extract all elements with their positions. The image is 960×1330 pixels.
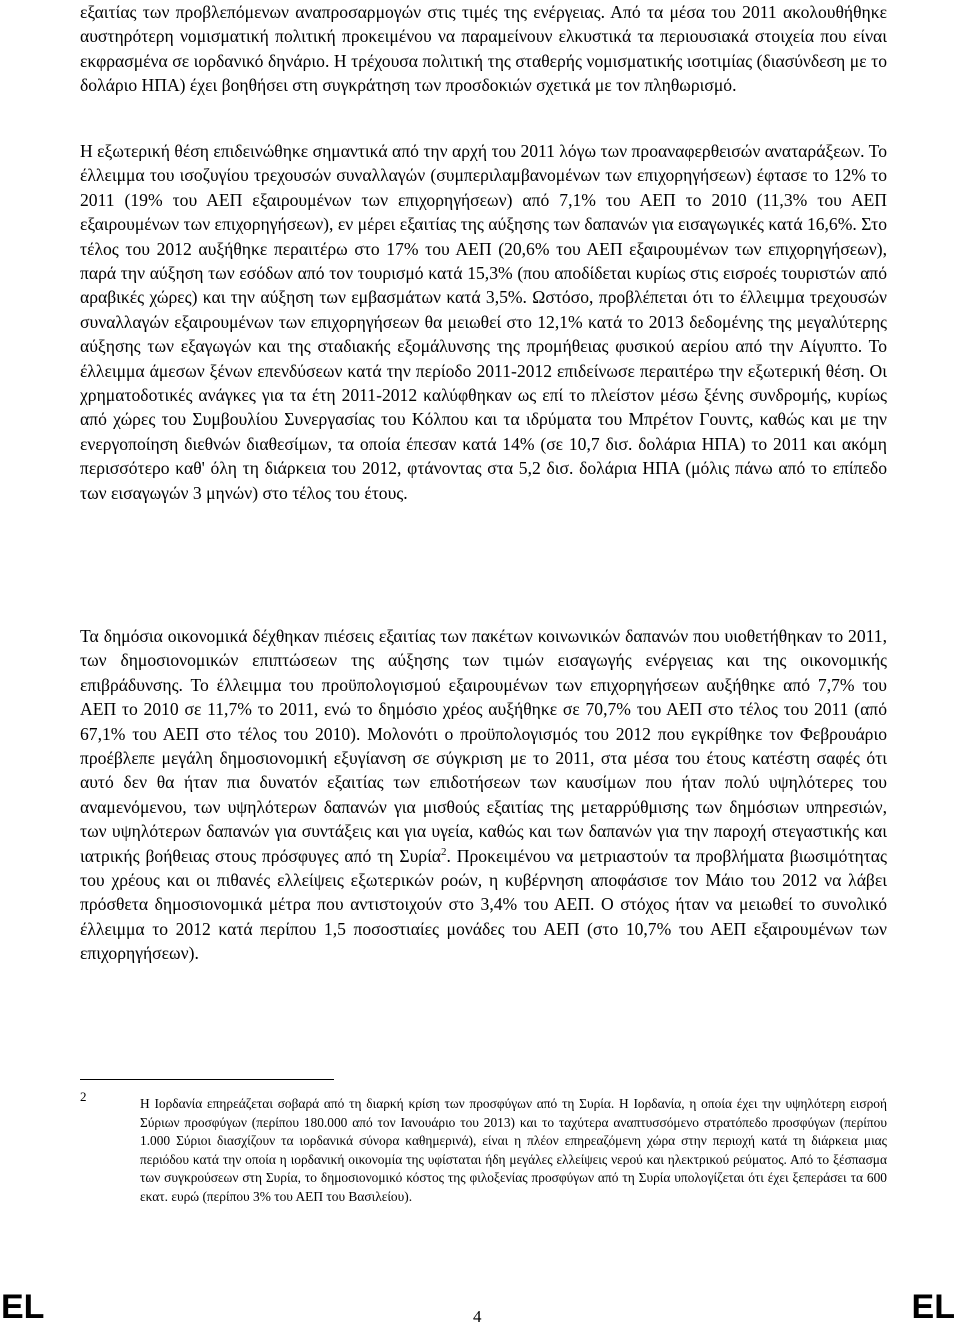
footnote-marker: 2 <box>80 1089 87 1104</box>
paragraph-monetary-policy: εξαιτίας των προβλεπόμενων αναπροσαρμογών στις τιμές της ενέργειας. Από τα μέσα του 2011 ακολουθήθηκε αυστηρότερη νομισματική πολιτική προκειμένου να παραμείνουν ελκυστικά τα περιουσιακά στοιχεία που είναι εκφρασμένα σε ιορδανικό δηνάριο. Η τρέχουσα πολιτική της σταθερής νομισματικής ισοτιμίας (διασύνδεση με το δολάριο ΗΠΑ) έχει βοηθήσει στη συγκράτηση των προσδοκιών σχετικά με τον πληθωρισμό. <box>80 2 887 96</box>
footer-language-right: EL <box>911 1288 955 1326</box>
footnote-reference[interactable]: 2 <box>441 845 447 858</box>
paragraph-public-finances <box>80 624 887 966</box>
footnote-text: Η Ιορδανία επηρεάζεται σοβαρά από τη διαρκή κρίση των προσφύγων από τη Συρία. Η Ιορδανία, η οποία έχει την υψηλότερη εισροή Σύριων προσφύγων (περίπου 180.000 από τον Ιανουάριο του 2013) και το ταχύτερα αναπτυσσόμενο στρατόπεδο προσφύγων (περίπου 1.000 Σύριοι διασχίζουν τα ιορδανικά σύνορα καθημερινά), είναι η πλέον επηρεαζόμενη χώρα στην περιοχή κατά τη διάρκεια μιας περιόδου κατά την οποία η ιορδανική οικονομία της υφίσταται ήδη μεγάλες ελλείψεις νερού και ηλεκτρικού ρεύματος. Από το ξέσπασμα των συγκρούσεων στη Συρία, το δημοσιονομικό κόστος της φιλοξενίας προσφύγων από τη Συρία υπολογίζεται ότι έχει ξεπεράσει τα 600 εκατ. ευρώ (περίπου 3% του ΑΕΠ του Βασιλείου). <box>140 1096 887 1204</box>
footnote-separator <box>80 1079 334 1080</box>
footer-language-left: EL <box>1 1288 45 1326</box>
public-finances-text-part1: Τα δημόσια οικονομικά δέχθηκαν πιέσεις εξαιτίας των πακέτων κοινωνικών δαπανών που υιοθετήθηκαν το 2011, των δημοσιονομικών επιπτώσεων της αύξησης των τιμών εισαγωγής ενέργειας και της οικονομικής επιβράδυνσης. Το έλλειμμα του προϋπολογισμού εξαιρουμένων των επιχορηγήσεων αυξήθηκε από 7,7% του ΑΕΠ το 2010 σε 11,7% το 2011, ενώ το δημόσιο χρέος αυξήθηκε σε 70,7% του ΑΕΠ στο τέλος του 2011 (από 67,1% του ΑΕΠ στο τέλος του 2010). Μολονότι ο προϋπολογισμός του 2012 που εγκρίθηκε τον Φεβρουάριο προέβλεπε μεγάλη δημοσιονομική εξυγίανση σε σύγκριση με το 2011, στα μέσα του έτους κατέστη σαφές ότι αυτό δεν θα ήταν πια δυνατόν εξαιτίας των επιδοτήσεων των καυσίμων που ήταν πολύ υψηλότερες του αναμενόμενου, των υψηλότερων δαπανών για μισθούς εξαιτίας της μεταρρύθμισης των δημόσιων υπηρεσιών, των υψηλότερων δαπανών για συντάξεις και για υγεία, καθώς και των δαπανών για την παροχή στεγαστικής και ιατρικής βοήθειας στους πρόσφυγες από τη Συρία <box>80 626 887 866</box>
page-number: 4 <box>473 1307 482 1326</box>
public-finances-text-part2: . Προκειμένου να μετριαστούν τα προβλήματα βιωσιμότητας του χρέους και οι πιθανές ελλείψεις εξωτερικών ροών, η κυβέρνηση αποφάσισε τον Μάιο του 2012 να λάβει πρόσθετα δημοσιονομικά μέτρα που αντιστοιχούν στο 3,4% του ΑΕΠ. Ο στόχος ήταν να μειωθεί το συνολικό έλλειμμα το 2012 κατά περίπου 1,5 ποσοστιαίες μονάδες του ΑΕΠ (στο 10,7% του ΑΕΠ εξαιρουμένων των επιχορηγήσεων). <box>80 845 887 964</box>
paragraph-external-position: Η εξωτερική θέση επιδεινώθηκε σημαντικά από την αρχή του 2011 λόγω των προαναφερθεισών αναταράξεων. Το έλλειμμα του ισοζυγίου τρεχουσών συναλλαγών (συμπεριλαμβανομένων των επιχορηγήσεων) έφτασε το 12% το 2011 (19% του ΑΕΠ εξαιρουμένων των επιχορηγήσεων) από 7,1% του ΑΕΠ το 2010 (11,3% του ΑΕΠ εξαιρουμένων των επιχορηγήσεων), εν μέρει εξαιτίας της αύξησης των δαπανών για εισαγωγικές κατά 16,6%. Στο τέλος του 2012 αυξήθηκε περαιτέρω στο 17% του ΑΕΠ (20,6% του ΑΕΠ εξαιρουμένων των επιχορηγήσεων), παρά την αύξηση των εσόδων από τον τουρισμό κατά 15,3% (που αποδίδεται κυρίως στις εισροές τουριστών από αραβικές χώρες) και την αύξηση των εμβασμάτων κατά 3,5%. Ωστόσο, προβλέπεται ότι το έλλειμμα τρεχουσών συναλλαγών εξαιρουμένων των επιχορηγήσεων θα μειωθεί στο 12,1% κατά το 2013 δεδομένης της μεγαλύτερης αύξησης των εξαγωγών και της σταδιακής εξομάλυνσης της προμήθειας φυσικού αερίου από την Αίγυπτο. Το έλλειμμα άμεσων ξένων επενδύσεων κατά την περίοδο 2011-2012 επιδείνωσε περαιτέρω την εξωτερική θέση. Οι χρηματοδοτικές ανάγκες για τα έτη 2011-2012 καλύφθηκαν ως επί το πλείστον μέσω ξένης συνδρομής, κυρίως από χώρες του Συμβουλίου Συνεργασίας του Κόλπου και τα ιδρύματα του Μπρέτον Γουντς, καθώς και με την ενεργοποίηση διεθνών διαθεσίμων, τα οποία έπεσαν κατά 14% (σε 10,7 δισ. δολάρια ΗΠΑ) το 2011 και ακόμη περισσότερο καθ' όλη τη διάρκεια του 2012, φτάνοντας στα 5,2 δισ. δολάρια ΗΠΑ (μόλις πάνω από το επίπεδο των εισαγωγών 3 μηνών) στο τέλος του έτους. <box>80 141 887 503</box>
